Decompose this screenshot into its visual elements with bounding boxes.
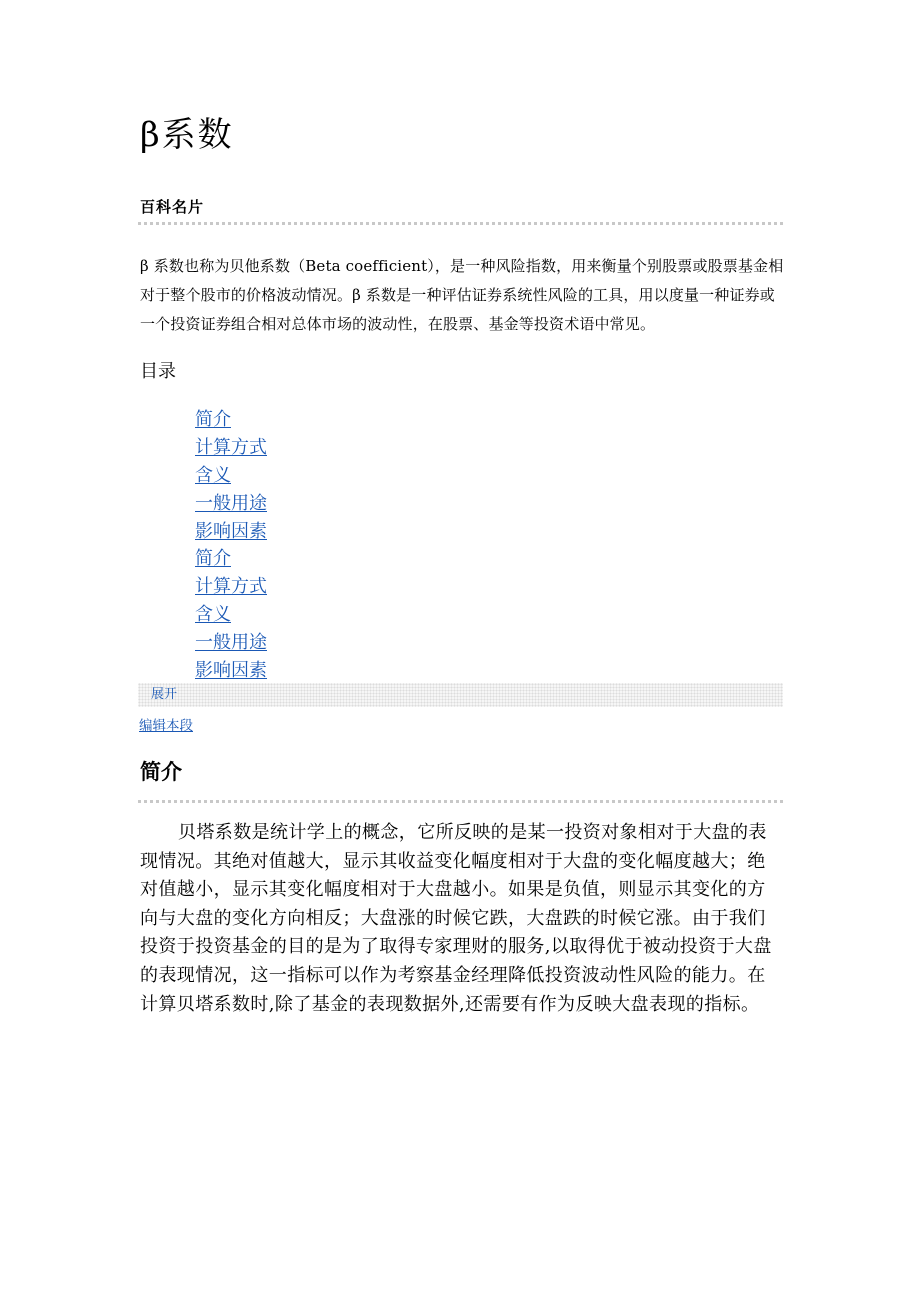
- toc-link-general-use[interactable]: 一般用途: [195, 492, 267, 514]
- divider: [138, 800, 783, 803]
- toc-item: [195, 573, 267, 601]
- toc-link-intro[interactable]: 简介: [195, 409, 231, 430]
- toc-link-factors[interactable]: 影响因素: [195, 520, 267, 542]
- toc-link-intro[interactable]: 简介: [195, 548, 231, 570]
- toc-item: [195, 657, 267, 685]
- edit-section-link[interactable]: 编辑本段: [139, 718, 193, 734]
- toc-link-general-use[interactable]: 一般用途: [195, 632, 267, 654]
- toc-item: [195, 434, 267, 462]
- toc-link-calculation[interactable]: 计算方式: [195, 436, 267, 458]
- toc-link-calculation[interactable]: 计算方式: [195, 576, 267, 598]
- toc-item: [195, 462, 267, 490]
- toc-item: [195, 545, 267, 573]
- section-heading: 简介: [140, 760, 182, 784]
- toc-item: [195, 518, 267, 546]
- toc-item: [195, 490, 267, 518]
- toc-heading: 目录: [140, 361, 176, 382]
- toc-item: [195, 406, 267, 434]
- expand-button[interactable]: 展开: [151, 687, 178, 702]
- divider: [138, 222, 783, 225]
- intro-paragraph: β 系数也称为贝他系数（Beta coefficient），是一种风险指数，用来衡量个别股票或股票基金相对于整个股市的价格波动情况。β 系数是一种评估证券系统性风险的工具，用以度量一种证券或一个投资证券组合相对总体市场的波动性，在股票、基金等投资术语中常见。: [140, 257, 784, 333]
- toc-item: [195, 601, 267, 629]
- toc-list: [195, 406, 267, 685]
- page-title: β系数: [140, 115, 234, 155]
- toc-link-meaning[interactable]: 含义: [195, 604, 231, 626]
- card-label: 百科名片: [140, 198, 205, 216]
- toc-link-meaning[interactable]: 含义: [195, 464, 231, 486]
- section-body: 贝塔系数是统计学上的概念，它所反映的是某一投资对象相对于大盘的表现情况。其绝对值越大，显示其收益变化幅度相对于大盘的变化幅度越大；绝对值越小，显示其变化幅度相对于大盘越小。如果是负值，则显示其变化的方向与大盘的变化方向相反；大盘涨的时候它跌，大盘跌的时候它涨。由于我们投资于投资基金的目的是为了取得专家理财的服务,以取得优于被动投资于大盘的表现情况，这一指标可以作为考察基金经理降低投资波动性风险的能力。在计算贝塔系数时,除了基金的表现数据外,还需要有作为反映大盘表现的指标。: [140, 822, 772, 1015]
- toc-expand-bar[interactable]: [138, 683, 783, 707]
- toc-item: [195, 629, 267, 657]
- toc-link-factors[interactable]: 影响因素: [195, 660, 267, 682]
